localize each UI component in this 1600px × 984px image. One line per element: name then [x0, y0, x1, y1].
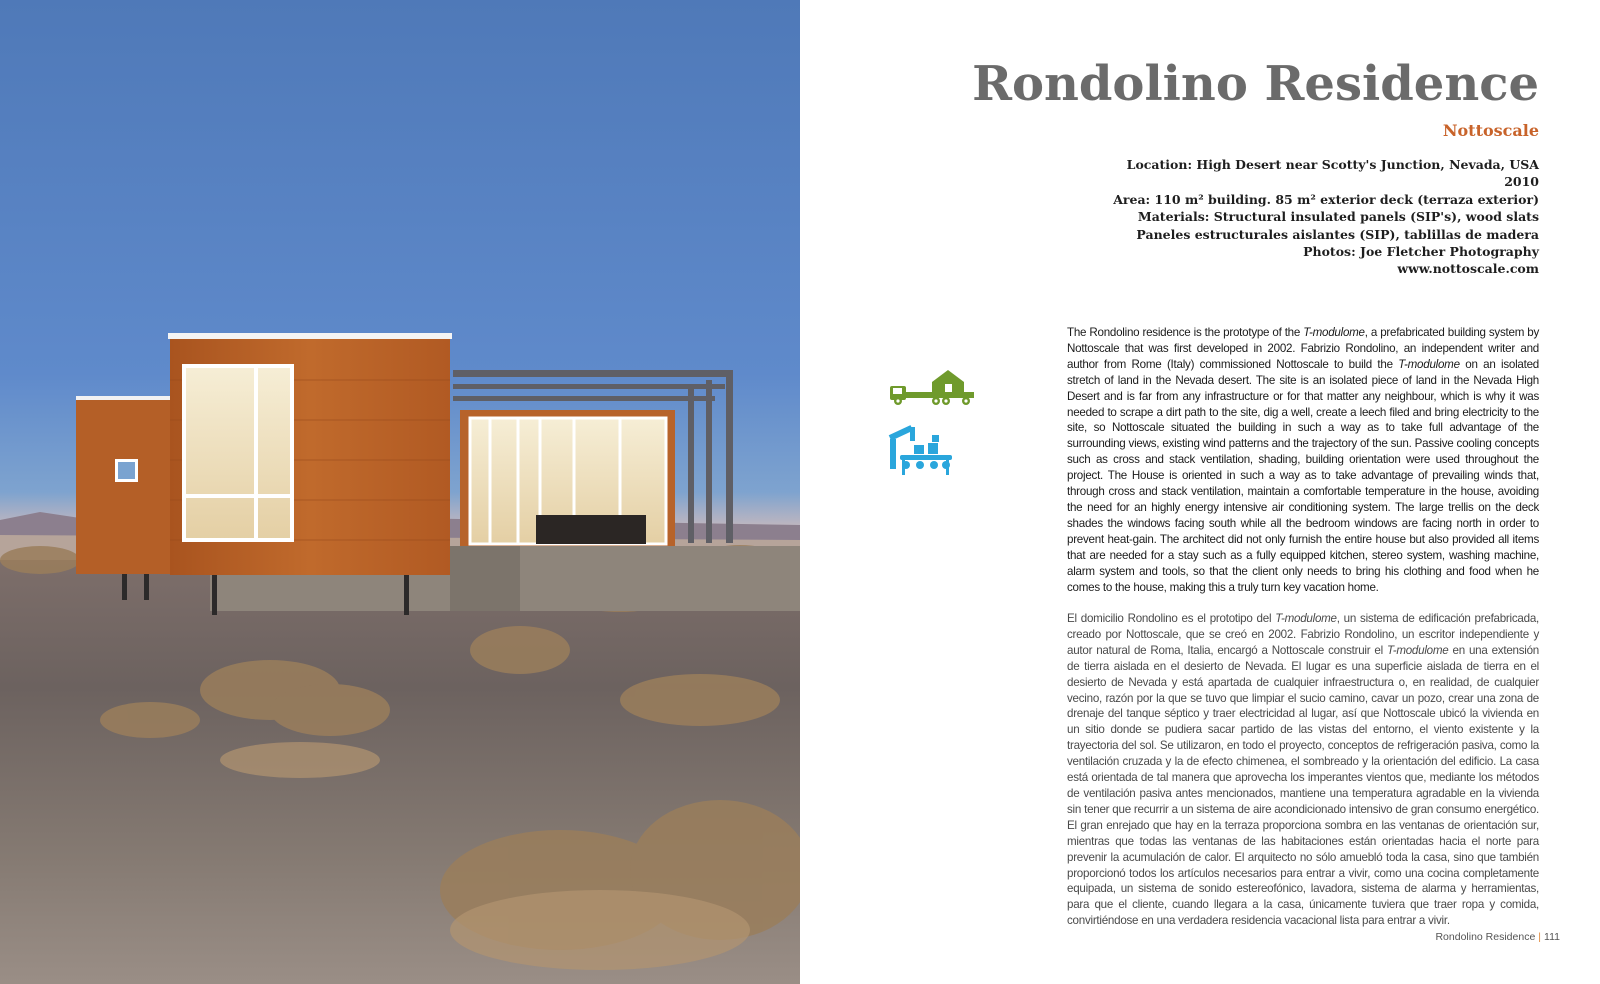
description-spanish: El domicilio Rondolino es el prototipo del T-modulome, un sistema de edificación prefabricada, creado por Nottoscale, que se creó en 2002. Fabrizio Rondolino, un escritor independiente y autor natural de Roma, Italia, encargó a Nottoscale construir el T-modulome en una extensión de tierra aislada en el desierto de Nevada. El lugar es una superficie aislada de tierra en el desierto de Nevada y está apartada de cualquier infraestructura o, en realidad, de cualquier vecino, razón por la que se tuvo que limpiar el sucio camino, cavar un pozo, crear una zona de drenaje del tanque séptico y traer electricidad al lugar, así que Nottoscale ubicó la vivienda en un sitio donde se pudiera sacar partido de las vistas del entorno, el viento existente y la trayectoria del sol. Se utilizaron, en todo el proyecto, conceptos de refrigeración pasiva, como la ventilación cruzada y la de efecto chimenea, el sombreado y la orientación del edificio. La casa está orientada de tal manera que aprovecha los imperantes vientos que, mediante los métodos de ventilación pasiva antes mencionados, mantiene una temperatura agradable en la vivienda sin tener que recurrir a un sistema de aire acondicionado intensivo de gran consumo energético. El gran enrejado que hay en la terraza proporciona sombra en las ventanas de orientación sur, mientras que todas las ventanas de las habitaciones están orientadas hacia el norte para prevenir la acumulación de calor. El arquitecto no sólo amuebló toda la casa, sino que también proporcionó todos los artículos necesarios para entrar a vivir, como una cocina completamente equipada, un sistema de sonido estereofónico, lavadora, sistema de alarma y herramientas, para que el cliente, cuando llegara a la casa, únicamente tuviera que traer ropa y comida, convirtiéndose en una verdadera residencia vacacional lista para entrar a vivir.	[1067, 612, 1539, 928]
footer-separator: |	[1538, 931, 1542, 943]
description-english: The Rondolino residence is the prototype of the T-modulome, a prefabricated building system by Nottoscale that was first developed in 2002. Fabrizio Rondolino, an independent writer and author from Rome (Italy) commissioned Nottoscale to build the T-modulome on an isolated stretch of land in the Nevada desert. The site is an isolated piece of land in the Nevada High Desert and is far from any infrastructure or for that matter any neighbour, which is why it was needed to scrape a dirt path to the site, dig a well, create a leech filed and bring electricity to the site, so Nottoscale situated the building in such a way as to take full advantage of the surrounding views, existing wind patterns and the trajectory of the sun. Passive cooling concepts such as cross and stack ventilation, shading, building orientation were used throughout the project. The House is oriented in such a way as to take advantage of prevailing winds that, through cross and stack ventilation, maintain a comfortable temperature in the house, avoiding the need for an highly energy intensive air conditioning system. The large trellis on the deck shades the windows facing south while all the bedroom windows are facing north in order to prevent heat-gain. The architect did not only furnish the entire house but also provided all items that are needed for a stay such as a fully equipped kitchen, stereo system, washing machine, alarm system and tools, so that the client only needs to bring his clothing and food when he comes to the house, making this a truly turn key vacation home.	[1067, 326, 1539, 594]
architect-name: Nottoscale	[1442, 121, 1539, 140]
location-line: Location: High Desert near Scotty's Junction, Nevada, USA	[1126, 157, 1539, 172]
running-title: Rondolino Residence	[1435, 931, 1536, 943]
year-line: 2010	[1504, 174, 1539, 190]
page-title: Rondolino Residence	[972, 56, 1539, 112]
materials-line: Materials: Structural insulated panels (SIP's), wood slats	[1137, 209, 1539, 225]
area-line: Area: 110 m² building. 85 m² exterior deck (terraza exterior)	[1113, 191, 1539, 207]
photos-credit-line: Photos: Joe Fletcher Photography	[1303, 244, 1539, 260]
project-facts	[1113, 156, 1539, 278]
factory-assembly-line-icon	[888, 421, 958, 479]
category-icons	[888, 368, 978, 484]
page-number: 111	[1544, 931, 1560, 943]
materials-es-line: Paneles estructurales aislantes (SIP), tablillas de madera	[1136, 226, 1539, 242]
prefab-transport-truck-icon	[888, 368, 978, 408]
page-footer	[1435, 931, 1560, 943]
website-line: www.nottoscale.com	[1397, 261, 1539, 277]
